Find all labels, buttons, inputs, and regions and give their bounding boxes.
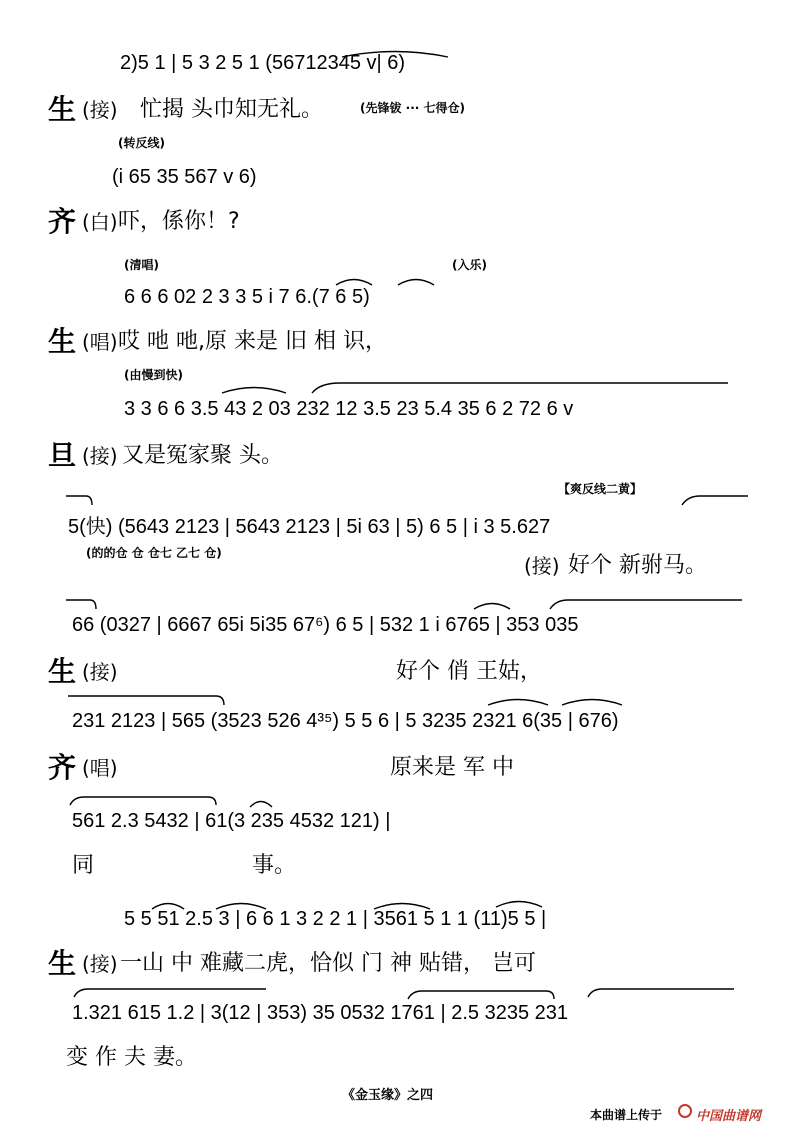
arc-mark <box>72 988 268 998</box>
tempo-mark: 【爽反线二黄】 <box>558 482 643 496</box>
lyrics-line-6: 好个 俏 王姑， <box>396 659 542 684</box>
role-tag: (白) <box>82 210 118 234</box>
role-tag: (接) <box>82 660 118 684</box>
role-tag: (唱) <box>82 330 118 354</box>
tempo-mark: (入乐) <box>452 258 487 272</box>
arc-mark <box>340 48 450 58</box>
tempo-mark: (清唱) <box>124 258 159 272</box>
notation-line-4: 3 3 6 6 3.5 43 2 03 232 12 3.5 23 5.4 35 6 2 72 6 v <box>124 398 574 420</box>
arc-mark <box>66 694 226 706</box>
notation-line-5: 5(快) (5643 2123 | 5643 2123 | 5i 63 | 5) 6 5 | i 3 5.627 <box>68 516 551 538</box>
arc-mark <box>560 696 624 706</box>
arc-mark <box>396 276 436 286</box>
role-label: 生 <box>48 325 77 358</box>
side-note: (先锋钹 ··· 七得仓) <box>360 101 466 115</box>
site-brand[interactable]: 中国曲谱网 <box>696 1109 762 1124</box>
lyrics-line-4: 又是冤家聚 头。 <box>122 443 283 468</box>
role-tag: (接) <box>82 98 118 122</box>
arc-mark <box>472 600 512 610</box>
role-tag: (接) <box>82 952 118 976</box>
tempo-mark: (由慢到快) <box>124 368 183 382</box>
notation-line-6: 66 (0327 | 6667 65i 5i35 67⁶) 6 5 | 532 1 i 6765 | 353 035 <box>72 614 579 636</box>
notation-line-1: 2)5 1 | 5 3 2 5 1 (56712345 v| 6) <box>120 52 406 74</box>
role-label: 旦 <box>48 439 77 472</box>
role-label: 生 <box>48 655 77 688</box>
arc-mark <box>548 598 744 610</box>
arc-mark <box>486 696 550 706</box>
role-label: 生 <box>48 93 77 126</box>
arc-mark <box>68 796 218 806</box>
tempo-mark: (转反线) <box>118 136 165 150</box>
notation-line-7: 231 2123 | 565 (3523 526 4³⁵) 5 5 6 | 5 3235 2321 6(35 | 676) <box>72 710 619 732</box>
arc-mark <box>494 898 544 908</box>
lyrics-line-5: 好个 新驸马。 <box>568 553 707 578</box>
notation-line-9: 5 5 51 2.5 3 | 6 6 1 3 2 2 1 | 3561 5 1 1 (11)5 5 | <box>124 908 547 930</box>
notation-line-3: 6 6 6 02 2 3 3 5 i 7 6.(7 6 5) <box>124 286 370 308</box>
role-label: 齐 <box>48 205 77 238</box>
percussion-line: (的的仓 仓 仓七 乙七 仓) <box>86 546 222 560</box>
arc-mark <box>406 990 556 1000</box>
upload-credit: 本曲谱上传于 <box>590 1108 663 1122</box>
lyrics-line-3: 哎 吔 吔,原 来是 旧 相 识， <box>118 329 387 354</box>
role-label: 齐 <box>48 751 77 784</box>
lyrics-line-7: 原来是 军 中 <box>390 755 514 780</box>
lyrics-line-2: 吓，係你！? <box>118 209 240 234</box>
arc-mark <box>334 276 374 286</box>
lyrics-line-1: 忙揭 头巾知无礼。 <box>140 97 323 122</box>
role-tag: (接) <box>524 554 560 578</box>
arc-mark <box>680 494 750 506</box>
arc-mark <box>310 382 730 394</box>
lyrics-line-8a: 同 <box>72 853 95 878</box>
site-logo-icon <box>678 1104 692 1118</box>
notation-line-2: (i 65 35 567 v 6) <box>112 166 257 188</box>
lyrics-line-8b: 事。 <box>252 853 297 878</box>
arc-mark <box>64 494 94 506</box>
notation-line-8: 561 2.3 5432 | 61(3 235 4532 121) | <box>72 810 391 832</box>
lyrics-line-10: 变 作 夫 妻。 <box>66 1045 197 1070</box>
arc-mark <box>220 384 288 394</box>
role-label: 生 <box>48 947 77 980</box>
arc-mark <box>586 988 736 998</box>
role-tag: (唱) <box>82 756 118 780</box>
page-footer: 《金玉缘》之四 <box>342 1088 434 1103</box>
lyrics-line-9: 一山 中 难藏二虎，恰似 门 神 贴错， 岂可 <box>120 951 536 976</box>
role-tag: (接) <box>82 444 118 468</box>
arc-mark <box>64 598 98 610</box>
arc-mark <box>248 798 274 808</box>
notation-line-10: 1.321 615 1.2 | 3(12 | 353) 35 0532 1761 | 2.5 3235 231 <box>72 1002 568 1024</box>
